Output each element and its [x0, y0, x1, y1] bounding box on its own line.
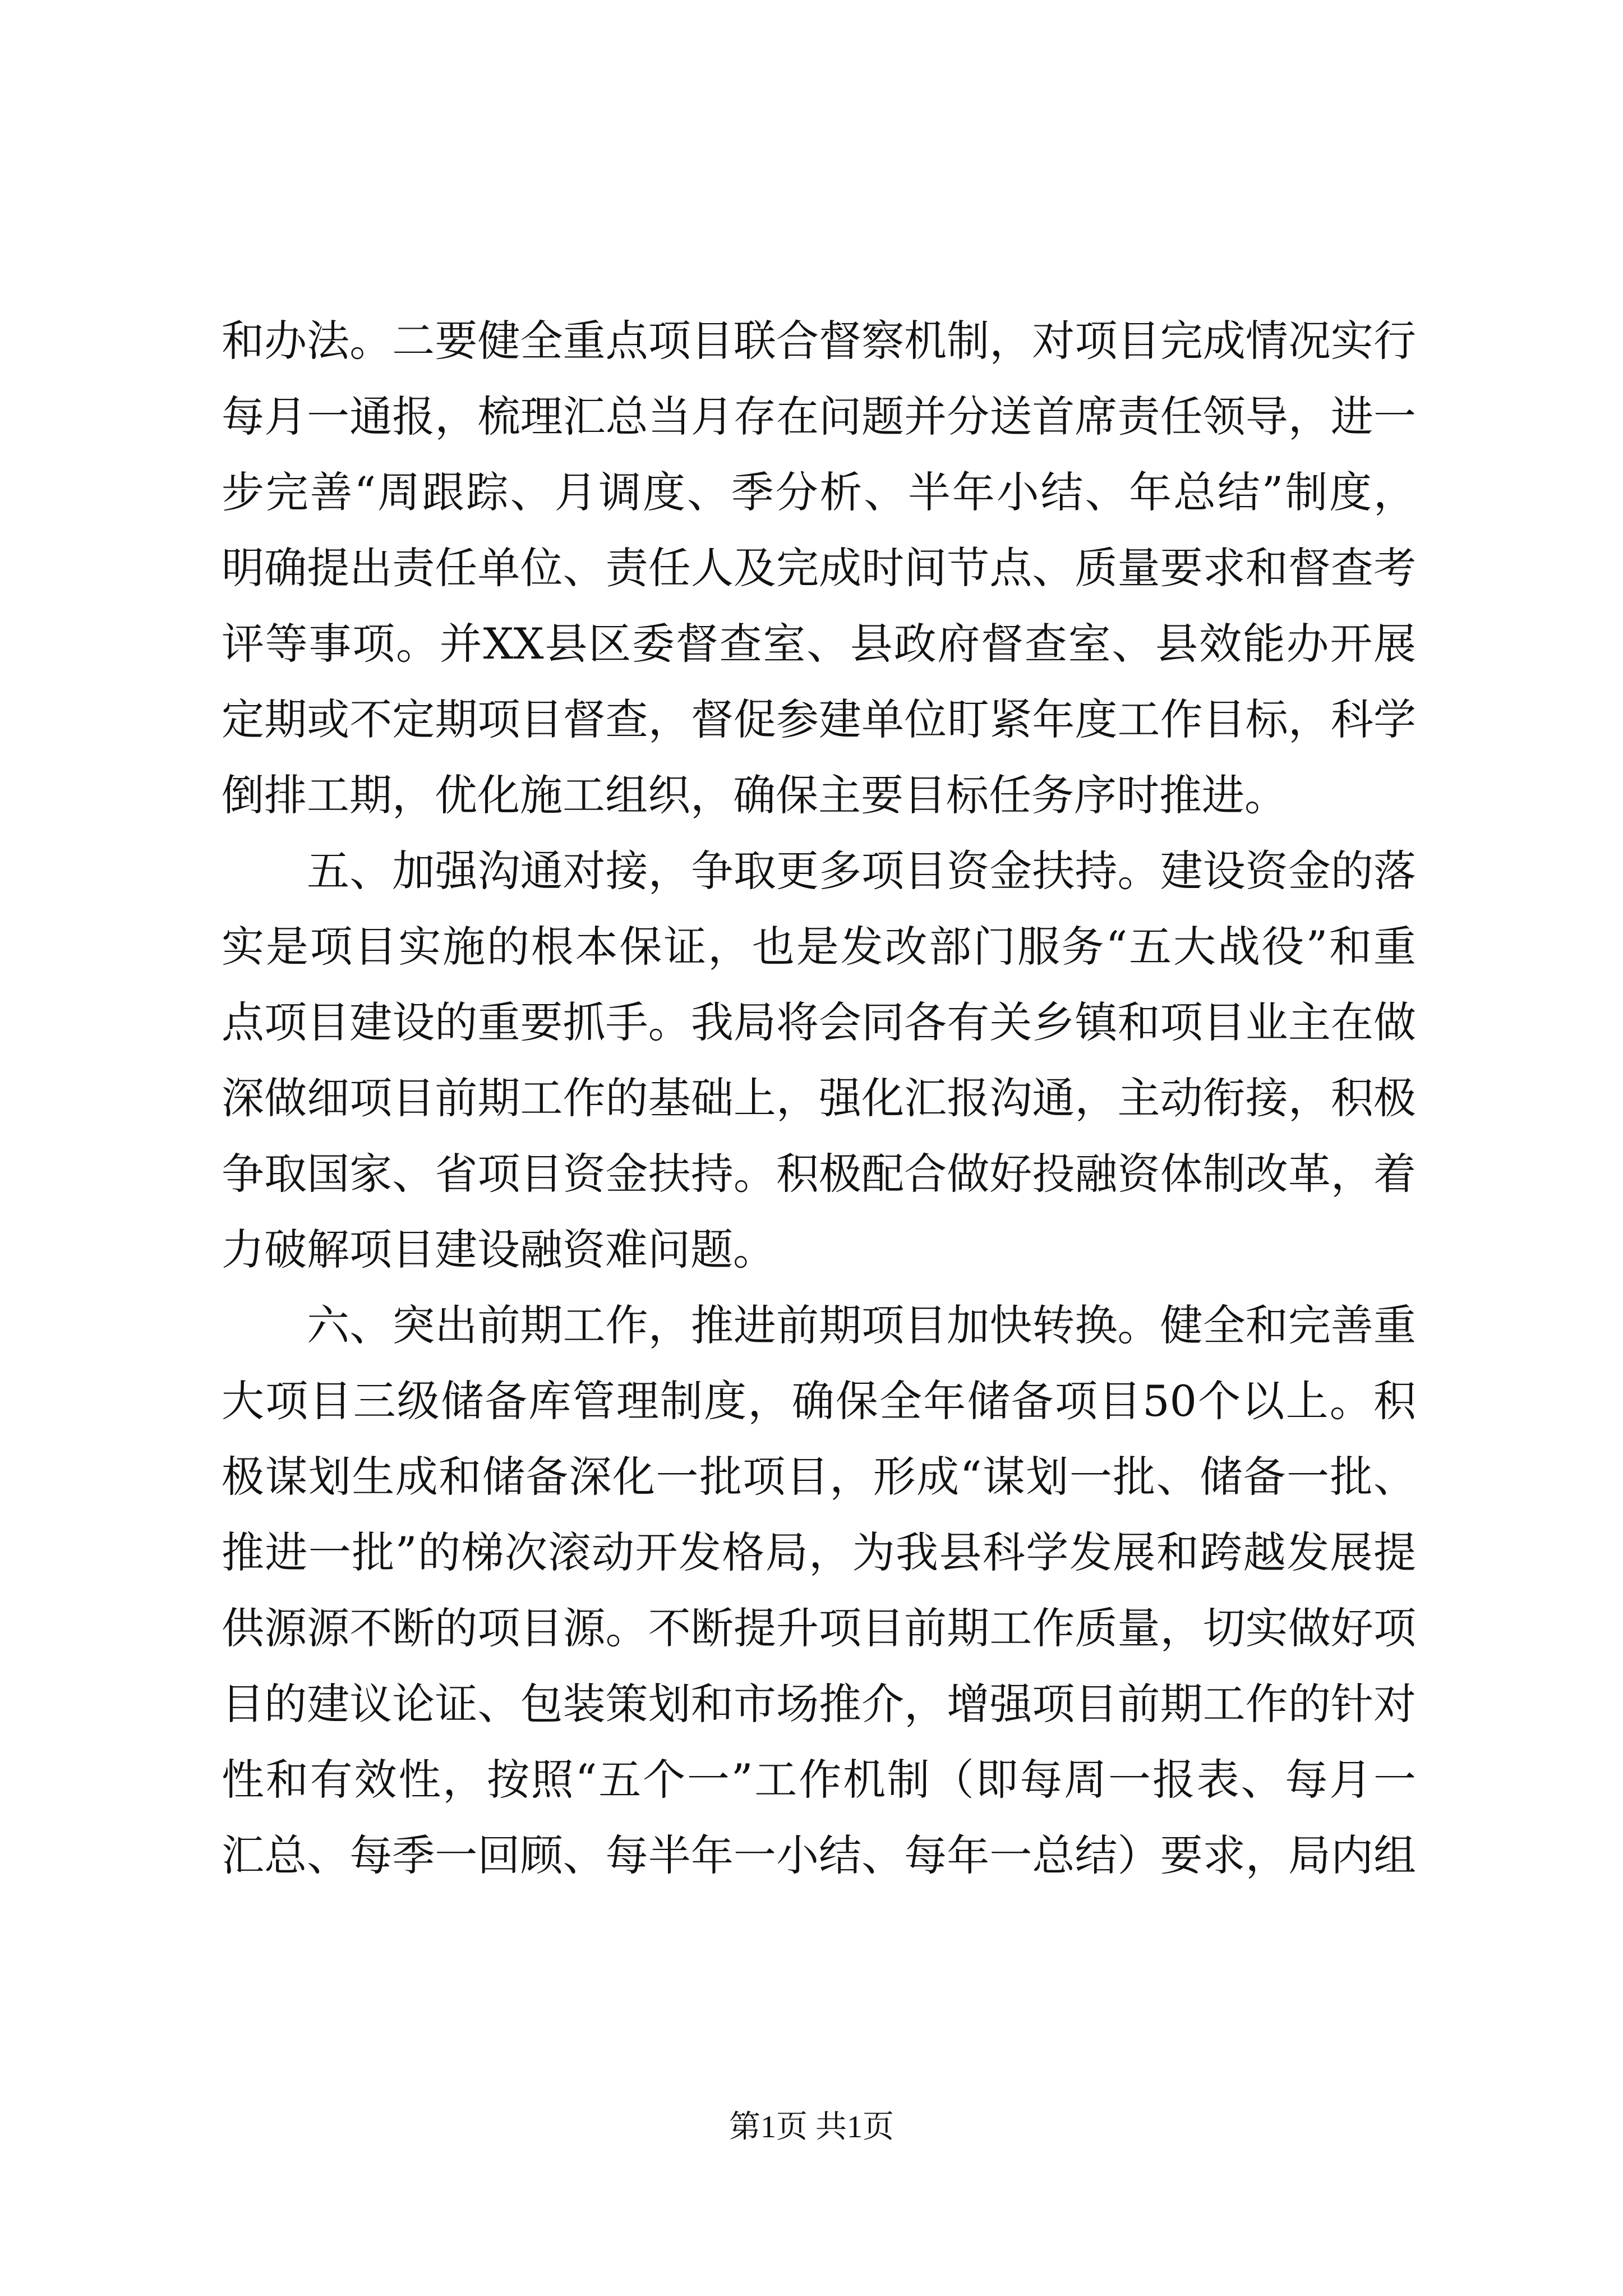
paragraph-heading-line: 五、加强沟通对接，争取更多项目资金扶持。建设资金的落 — [222, 846, 1416, 896]
page-number-label: 第1页 共1页 — [729, 2110, 894, 2145]
text-line: 供源源不断的项目源。不断提升项目前期工作质量，切实做好项 — [222, 1603, 1416, 1653]
paragraph-heading-line: 六、突出前期工作，推进前期项目加快转换。健全和完善重 — [222, 1300, 1416, 1350]
text-line: 目的建议论证、包装策划和市场推介，增强项目前期工作的针对 — [222, 1679, 1416, 1729]
text-line: 倒排工期，优化施工组织，确保主要目标任务序时推进。 — [222, 770, 1287, 820]
text-line: 每月一通报，梳理汇总当月存在问题并分送首席责任领导，进一 — [222, 392, 1416, 441]
text-line: 争取国家、省项目资金扶持。积极配合做好投融资体制改革，着 — [222, 1149, 1416, 1199]
text-line: 评等事项。并XX县区委督查室、县政府督查室、县效能办开展 — [222, 619, 1416, 669]
text-line: 和办法。二要健全重点项目联合督察机制，对项目完成情况实行 — [222, 316, 1416, 366]
page-footer — [0, 2105, 1623, 2150]
text-line: 深做细项目前期工作的基础上，强化汇报沟通，主动衔接，积极 — [222, 1073, 1416, 1123]
text-line: 汇总、每季一回顾、每半年一小结、每年一总结）要求，局内组 — [222, 1830, 1416, 1880]
text-line: 实是项目实施的根本保证，也是发改部门服务“五大战役”和重 — [222, 922, 1416, 972]
text-line: 定期或不定期项目督查，督促参建单位盯紧年度工作目标，科学 — [222, 694, 1416, 744]
text-line: 大项目三级储备库管理制度，确保全年储备项目50个以上。积 — [222, 1376, 1416, 1426]
text-line: 力破解项目建设融资难问题。 — [222, 1225, 776, 1274]
body-text — [222, 303, 1416, 1893]
text-line: 步完善“周跟踪、月调度、季分析、半年小结、年总结”制度， — [222, 467, 1416, 517]
text-line: 推进一批”的梯次滚动开发格局，为我县科学发展和跨越发展提 — [222, 1527, 1416, 1577]
text-line: 明确提出责任单位、责任人及完成时间节点、质量要求和督查考 — [222, 543, 1416, 593]
text-line: 性和有效性，按照“五个一”工作机制（即每周一报表、每月一 — [222, 1755, 1416, 1805]
text-line: 极谋划生成和储备深化一批项目，形成“谋划一批、储备一批、 — [222, 1452, 1416, 1502]
text-line: 点项目建设的重要抓手。我局将会同各有关乡镇和项目业主在做 — [222, 997, 1416, 1047]
